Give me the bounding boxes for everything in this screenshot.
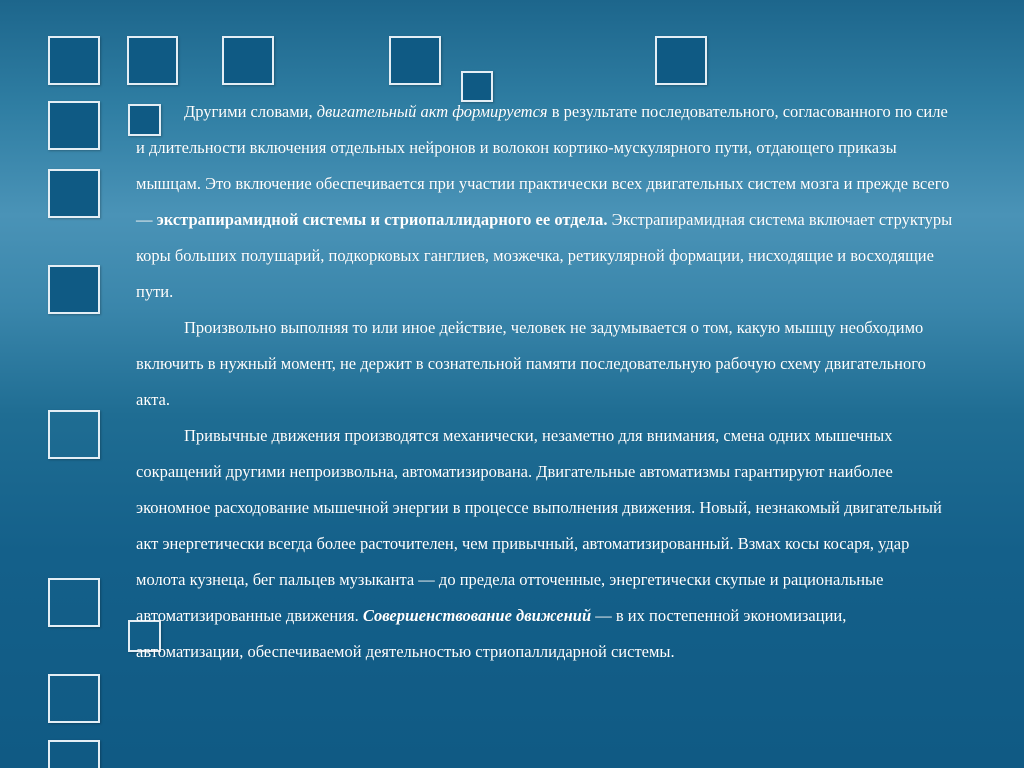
decor-square (48, 36, 100, 85)
paragraph (136, 94, 956, 310)
decor-square (48, 740, 100, 768)
text-run-bold-italic-inner: Совершенствование движений (362, 606, 592, 625)
decor-square (48, 578, 100, 627)
text-run-bold-italic (363, 606, 591, 625)
text-run: Привычные движения производятся механически, незаметно для внимания, смена одних мышечных сокращений другими непроизвольна, автоматизирована. Двигательные автоматизмы гарантируют наиболее экономное расходование мышечной энергии в процессе выполнения движения. Новый, незнакомый двигательный акт энергетически всегда более расточителен, чем привычный, автоматизированный. Взмах косы косаря, удар молота кузнеца, бег пальцев музыканта — до предела отточенные, энергетически скупые и рациональные автоматизированные движения. (136, 426, 942, 625)
paragraph (136, 418, 956, 670)
paragraph (136, 310, 956, 418)
decor-square (127, 36, 178, 85)
text-run-italic: двигательный акт формируется (316, 102, 548, 121)
decor-square (655, 36, 707, 85)
decor-square (48, 265, 100, 314)
text-run: Другими словами, (184, 102, 317, 121)
slide-body-text (136, 94, 956, 670)
decor-square (389, 36, 441, 85)
decor-square (48, 674, 100, 723)
decor-square (48, 410, 100, 459)
text-run: — в их постепенной экономизации, автоматизации, обеспечиваемой деятельностью стриопаллидарной системы. (136, 606, 847, 661)
decor-square (48, 169, 100, 218)
text-run: Произвольно выполняя то или иное действие, человек не задумывается о том, какую мышцу необходимо включить в нужный момент, не держит в сознательной памяти последовательную рабочую схему двигательного акта. (136, 318, 926, 409)
text-run-bold: экстрапирамидной системы и стриопаллидарного ее отдела. (156, 210, 608, 229)
decor-square (48, 101, 100, 150)
text-run: Экстрапирамидная система включает структуры коры больших полушарий, подкорковых ганглиев, мозжечка, ретикулярной формации, нисходящие и восходящие пути. (136, 210, 953, 301)
decor-square (222, 36, 274, 85)
text-run: в результате последовательного, согласованного по силе и длительности включения отдельных нейронов и волокон кортико-мускулярного пути, отдающего приказы мышцам. Это включение обеспечивается при участии практически всех двигательных систем мозга и прежде всего — (136, 102, 950, 229)
